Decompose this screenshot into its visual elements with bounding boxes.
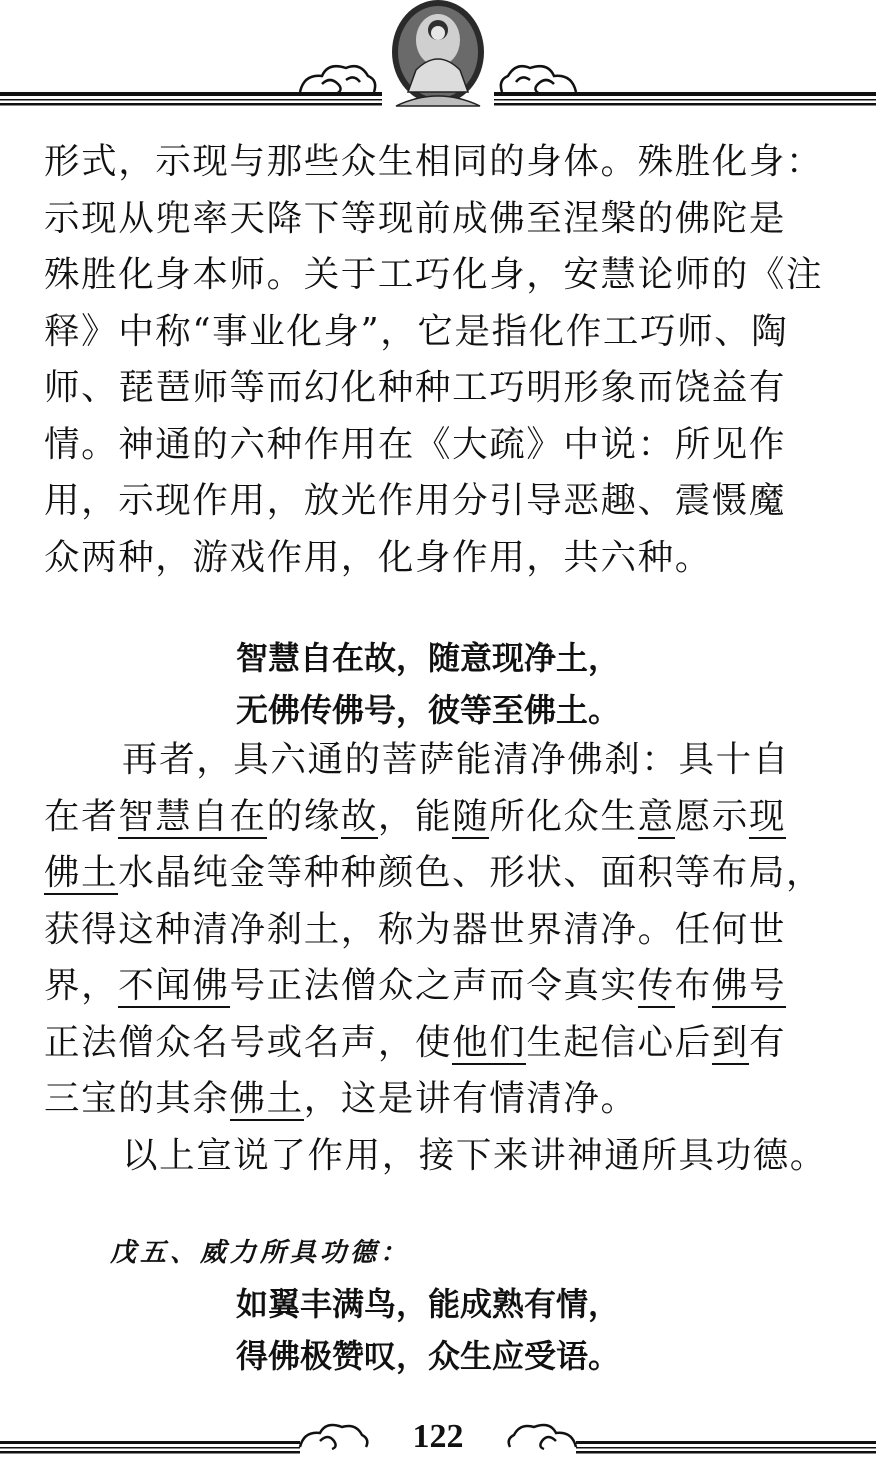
verse-1	[236, 632, 876, 736]
text-line: 师、琵琶师等而幻化种种工巧明形象而饶益有	[44, 367, 787, 408]
verse-line: 得佛极赞叹，众生应受语。	[236, 1337, 621, 1375]
header-ornament	[0, 0, 876, 120]
underlined-term: 佛土	[44, 852, 119, 893]
text-line: 殊胜化身本师。关于工巧化身，安慧论师的《注	[44, 254, 824, 295]
verse-line: 无佛传佛号，彼等至佛土。	[236, 691, 621, 729]
text-line: 再者，具六通的菩萨能清净佛刹：具十自	[122, 739, 790, 780]
text-line: 三宝的其余佛土，这是讲有情清净。	[44, 1078, 638, 1119]
underlined-term: 到	[711, 1021, 749, 1063]
text-line: 佛土水晶纯金等种种颜色、形状、面积等布局，	[44, 852, 824, 893]
underlined-term: 佛土	[229, 1078, 304, 1119]
paragraph-2	[44, 732, 844, 1184]
section-heading: 戊五、威力所具功德：	[110, 1238, 411, 1268]
text-line: 用，示现作用，放光作用分引导恶趣、震慑魔	[44, 480, 787, 521]
underlined-term: 随	[452, 795, 490, 837]
text-line: 在者智慧自在的缘故，能随所化众生意愿示现	[44, 795, 787, 837]
verse-line: 智慧自在故，随意现净土，	[236, 639, 621, 677]
text-line: 以上宣说了作用，接下来讲神通所具功德。	[122, 1134, 827, 1176]
underlined-term: 不闻佛	[118, 965, 230, 1006]
paragraph-1	[44, 134, 844, 586]
underlined-term: 传	[637, 965, 675, 1006]
underlined-term: 意	[637, 795, 675, 837]
text-line: 界，不闻佛号正法僧众之声而令真实传布佛号	[44, 965, 787, 1006]
underlined-term: 智慧自在	[118, 795, 267, 837]
text-line: 情。神通的六种作用在《大疏》中说：所见作	[44, 423, 787, 465]
text-line: 正法僧众名号或名声，使他们生起信心后到有	[44, 1021, 787, 1063]
text-line: 获得这种清净刹土，称为器世界清净。任何世	[44, 908, 787, 950]
page-number: 122	[412, 1418, 464, 1455]
text-line: 示现从兜率天降下等现前成佛至涅槃的佛陀是	[44, 197, 787, 239]
buddha-icon	[392, 0, 484, 106]
verse-line: 如翼丰满鸟，能成熟有情，	[236, 1285, 621, 1323]
text-line: 众两种，游戏作用，化身作用，共六种。	[44, 536, 712, 578]
underlined-term: 他们	[452, 1021, 527, 1063]
underlined-term: 佛号	[711, 965, 787, 1006]
verse-2	[236, 1278, 876, 1382]
underlined-term: 故	[340, 795, 378, 837]
underlined-term: 现	[748, 795, 787, 837]
text-line: 释》中称“事业化身”，它是指化作工巧师、陶	[44, 310, 789, 352]
text-line: 形式，示现与那些众生相同的身体。殊胜化身：	[44, 141, 824, 182]
